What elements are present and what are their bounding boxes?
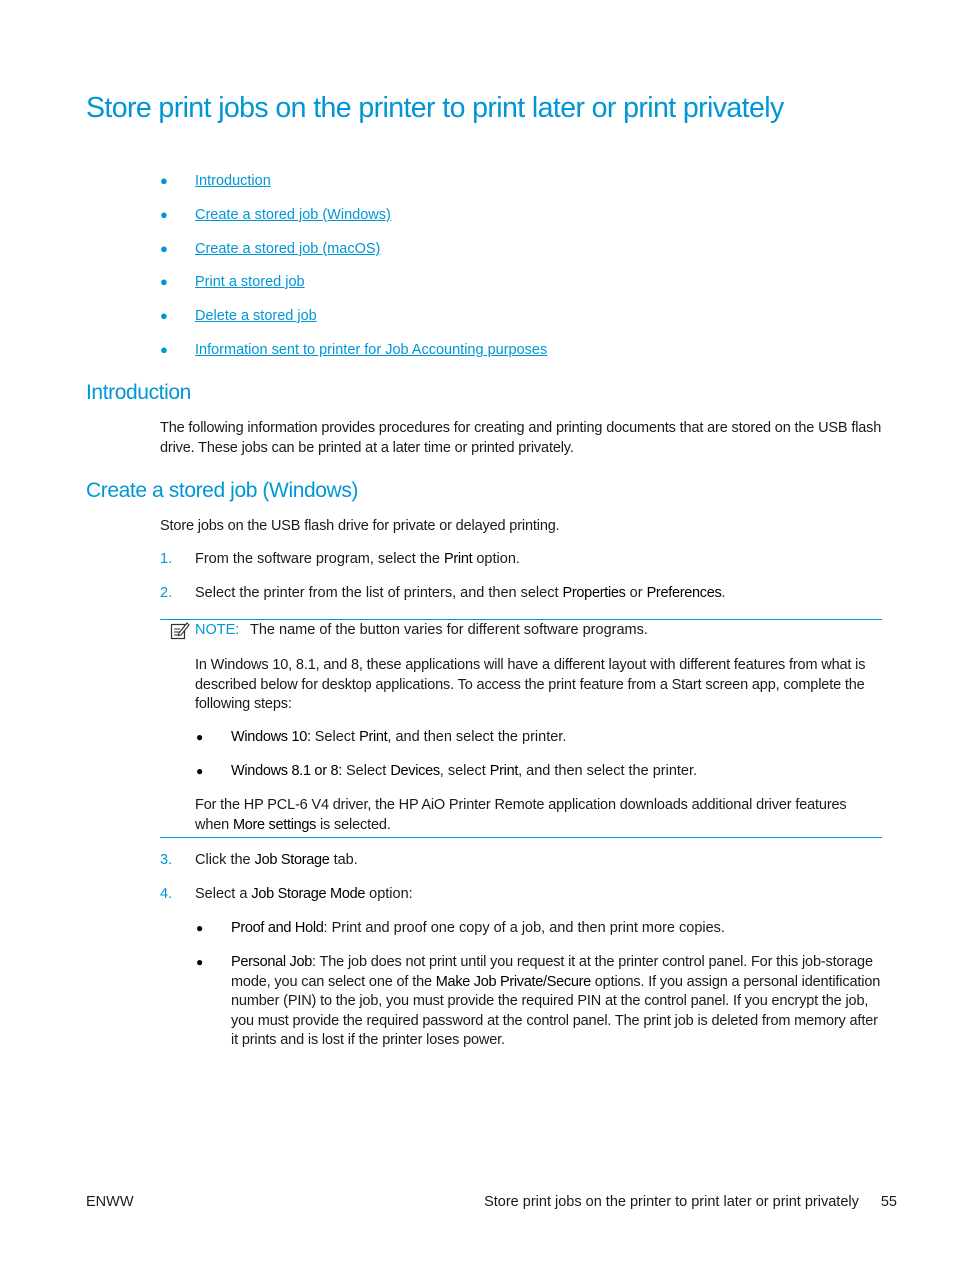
toc-link-create-macos[interactable]: Create a stored job (macOS) <box>195 241 381 257</box>
toc-link-create-windows[interactable]: Create a stored job (Windows) <box>195 207 391 223</box>
bullet-icon: ● <box>196 730 204 744</box>
step-number: 3. <box>160 852 173 868</box>
note-bottom-rule <box>160 837 882 838</box>
bullet-icon: ● <box>160 241 168 256</box>
note-top-rule <box>160 619 882 620</box>
step-text: Select a Job Storage Mode option: <box>195 886 413 902</box>
windows-lead: Store jobs on the USB flash drive for private or delayed printing. <box>160 518 560 534</box>
step-text: From the software program, select the Print option. <box>195 551 520 567</box>
toc-item <box>160 207 391 223</box>
bullet-icon: ● <box>160 342 168 357</box>
section-heading-windows: Create a stored job (Windows) <box>86 479 359 502</box>
toc-item <box>160 241 380 257</box>
footer-right <box>484 1194 897 1210</box>
note-bullet-windows10: Windows 10: Select Print, and then select the printer. <box>231 729 567 745</box>
step-number: 4. <box>160 886 173 902</box>
footer-section-title: Store print jobs on the printer to print later or print privately <box>484 1194 859 1210</box>
step-text: Click the Job Storage tab. <box>195 852 358 868</box>
note-driver-paragraph: For the HP PCL-6 V4 driver, the HP AiO Printer Remote application downloads additional driver features when More settings is selected. <box>195 797 847 833</box>
note-text: The name of the button varies for different software programs. <box>250 622 648 638</box>
note-pencil-icon <box>170 621 190 641</box>
toc-link-job-accounting[interactable]: Information sent to printer for Job Accounting purposes <box>195 342 548 358</box>
toc-link-print-stored[interactable]: Print a stored job <box>195 274 305 290</box>
note-paragraph: In Windows 10, 8.1, and 8, these applications will have a different layout with different features from what is described below for desktop applications. To access the print feature from a Start screen app, complete the following steps: <box>195 657 866 713</box>
bullet-icon: ● <box>196 921 204 935</box>
bullet-icon: ● <box>196 764 204 778</box>
mode-proof-and-hold: Proof and Hold: Print and proof one copy of a job, and then print more copies. <box>231 920 725 936</box>
section-heading-introduction: Introduction <box>86 381 191 404</box>
bullet-icon: ● <box>196 955 204 969</box>
step-number: 2. <box>160 585 173 601</box>
mode-personal-job: Personal Job: The job does not print until you request it at the printer control panel. For this job-storage mode, you can select one of the Make Job Private/Secure options. If you assign a personal identification number (PIN) to the job, you must provide the required PIN at the control panel. If you encrypt the job, you must provide the required password at the control panel. The print job is deleted from memory after it prints and is lost if the printer loses power. <box>231 954 881 1049</box>
bullet-icon: ● <box>160 274 168 289</box>
toc-link-delete-stored[interactable]: Delete a stored job <box>195 308 317 324</box>
note-label: NOTE: <box>195 622 240 638</box>
step-text: Select the printer from the list of printers, and then select Properties or Preferences. <box>195 585 726 601</box>
toc-item <box>160 274 305 290</box>
bullet-icon: ● <box>160 173 168 188</box>
bullet-icon: ● <box>160 207 168 222</box>
step-number: 1. <box>160 551 173 567</box>
footer-left: ENWW <box>86 1194 134 1210</box>
toc-item <box>160 173 271 189</box>
toc-item <box>160 342 547 358</box>
page-title: Store print jobs on the printer to print later or print privately <box>86 92 784 124</box>
note-bullet-windows8: Windows 8.1 or 8: Select Devices, select Print, and then select the printer. <box>231 763 698 779</box>
page-number: 55 <box>880 1194 897 1210</box>
toc-item <box>160 308 317 324</box>
toc-link-introduction[interactable]: Introduction <box>195 173 271 189</box>
bullet-icon: ● <box>160 308 168 323</box>
intro-paragraph: The following information provides procedures for creating and printing documents that are stored on the USB flash drive. These jobs can be printed at a later time or printed privately. <box>160 420 882 456</box>
